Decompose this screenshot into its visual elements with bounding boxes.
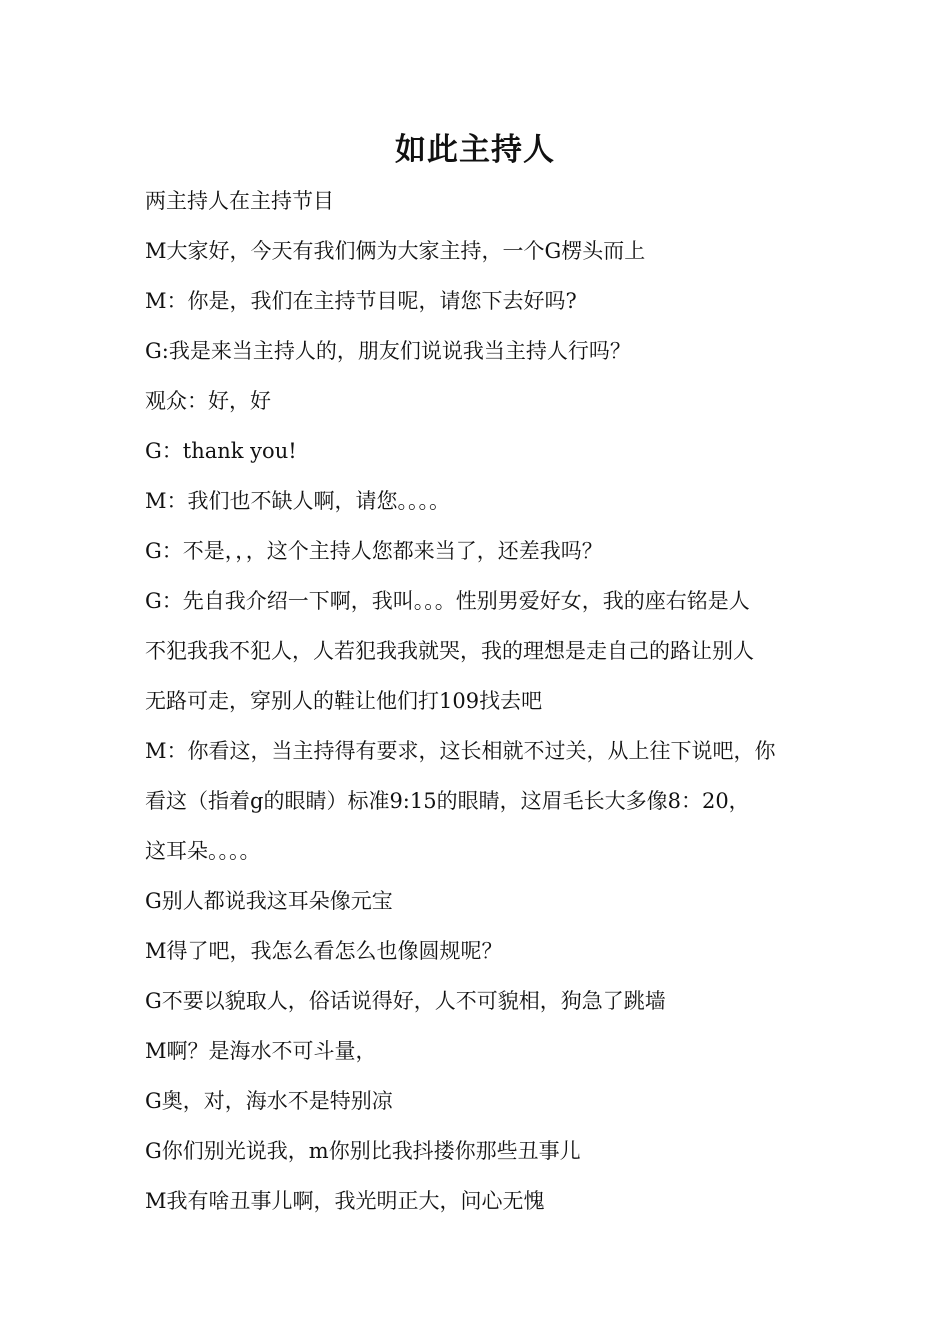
text-line: G:我是来当主持人的，朋友们说说我当主持人行吗？ (145, 339, 631, 363)
text-line: G你们别光说我，m你别比我抖搂你那些丑事儿 (145, 1139, 581, 1163)
text-line: M啊？是海水不可斗量， (145, 1039, 377, 1063)
text-line: 观众：好，好 (145, 389, 271, 413)
text-line: G：thank you! (145, 439, 297, 463)
text-line: M：我们也不缺人啊，请您。。。。 (145, 489, 451, 513)
text-line: G奥，对，海水不是特别凉 (145, 1089, 393, 1113)
text-line: G：先自我介绍一下啊，我叫。。。性别男爱好女，我的座右铭是人 (145, 589, 750, 613)
document-body (145, 176, 815, 1226)
text-line: M得了吧，我怎么看怎么也像圆规呢？ (145, 939, 503, 963)
text-line: M：你是，我们在主持节目呢，请您下去好吗? (145, 289, 577, 313)
text-line: M大家好，今天有我们俩为大家主持，一个G楞头而上 (145, 239, 646, 263)
page-title: 如此主持人 (395, 132, 555, 168)
text-line: 无路可走，穿别人的鞋让他们打109找去吧 (145, 689, 543, 713)
text-line: M我有啥丑事儿啊，我光明正大，问心无愧 (145, 1189, 545, 1213)
text-line: G别人都说我这耳朵像元宝 (145, 889, 393, 913)
text-line: 看这（指着g的眼睛）标准9:15的眼睛，这眉毛长大多像8：20， (145, 789, 750, 813)
text-line: 不犯我我不犯人，人若犯我我就哭，我的理想是走自己的路让别人 (145, 639, 754, 663)
text-line: 两主持人在主持节目 (145, 189, 334, 213)
text-line: G：不是，，，这个主持人您都来当了，还差我吗？ (145, 539, 603, 563)
text-line: M：你看这，当主持得有要求，这长相就不过关，从上往下说吧，你 (145, 739, 776, 763)
text-line: 这耳朵。。。。 (145, 839, 261, 863)
text-line: G不要以貌取人，俗话说得好，人不可貌相，狗急了跳墙 (145, 989, 666, 1013)
